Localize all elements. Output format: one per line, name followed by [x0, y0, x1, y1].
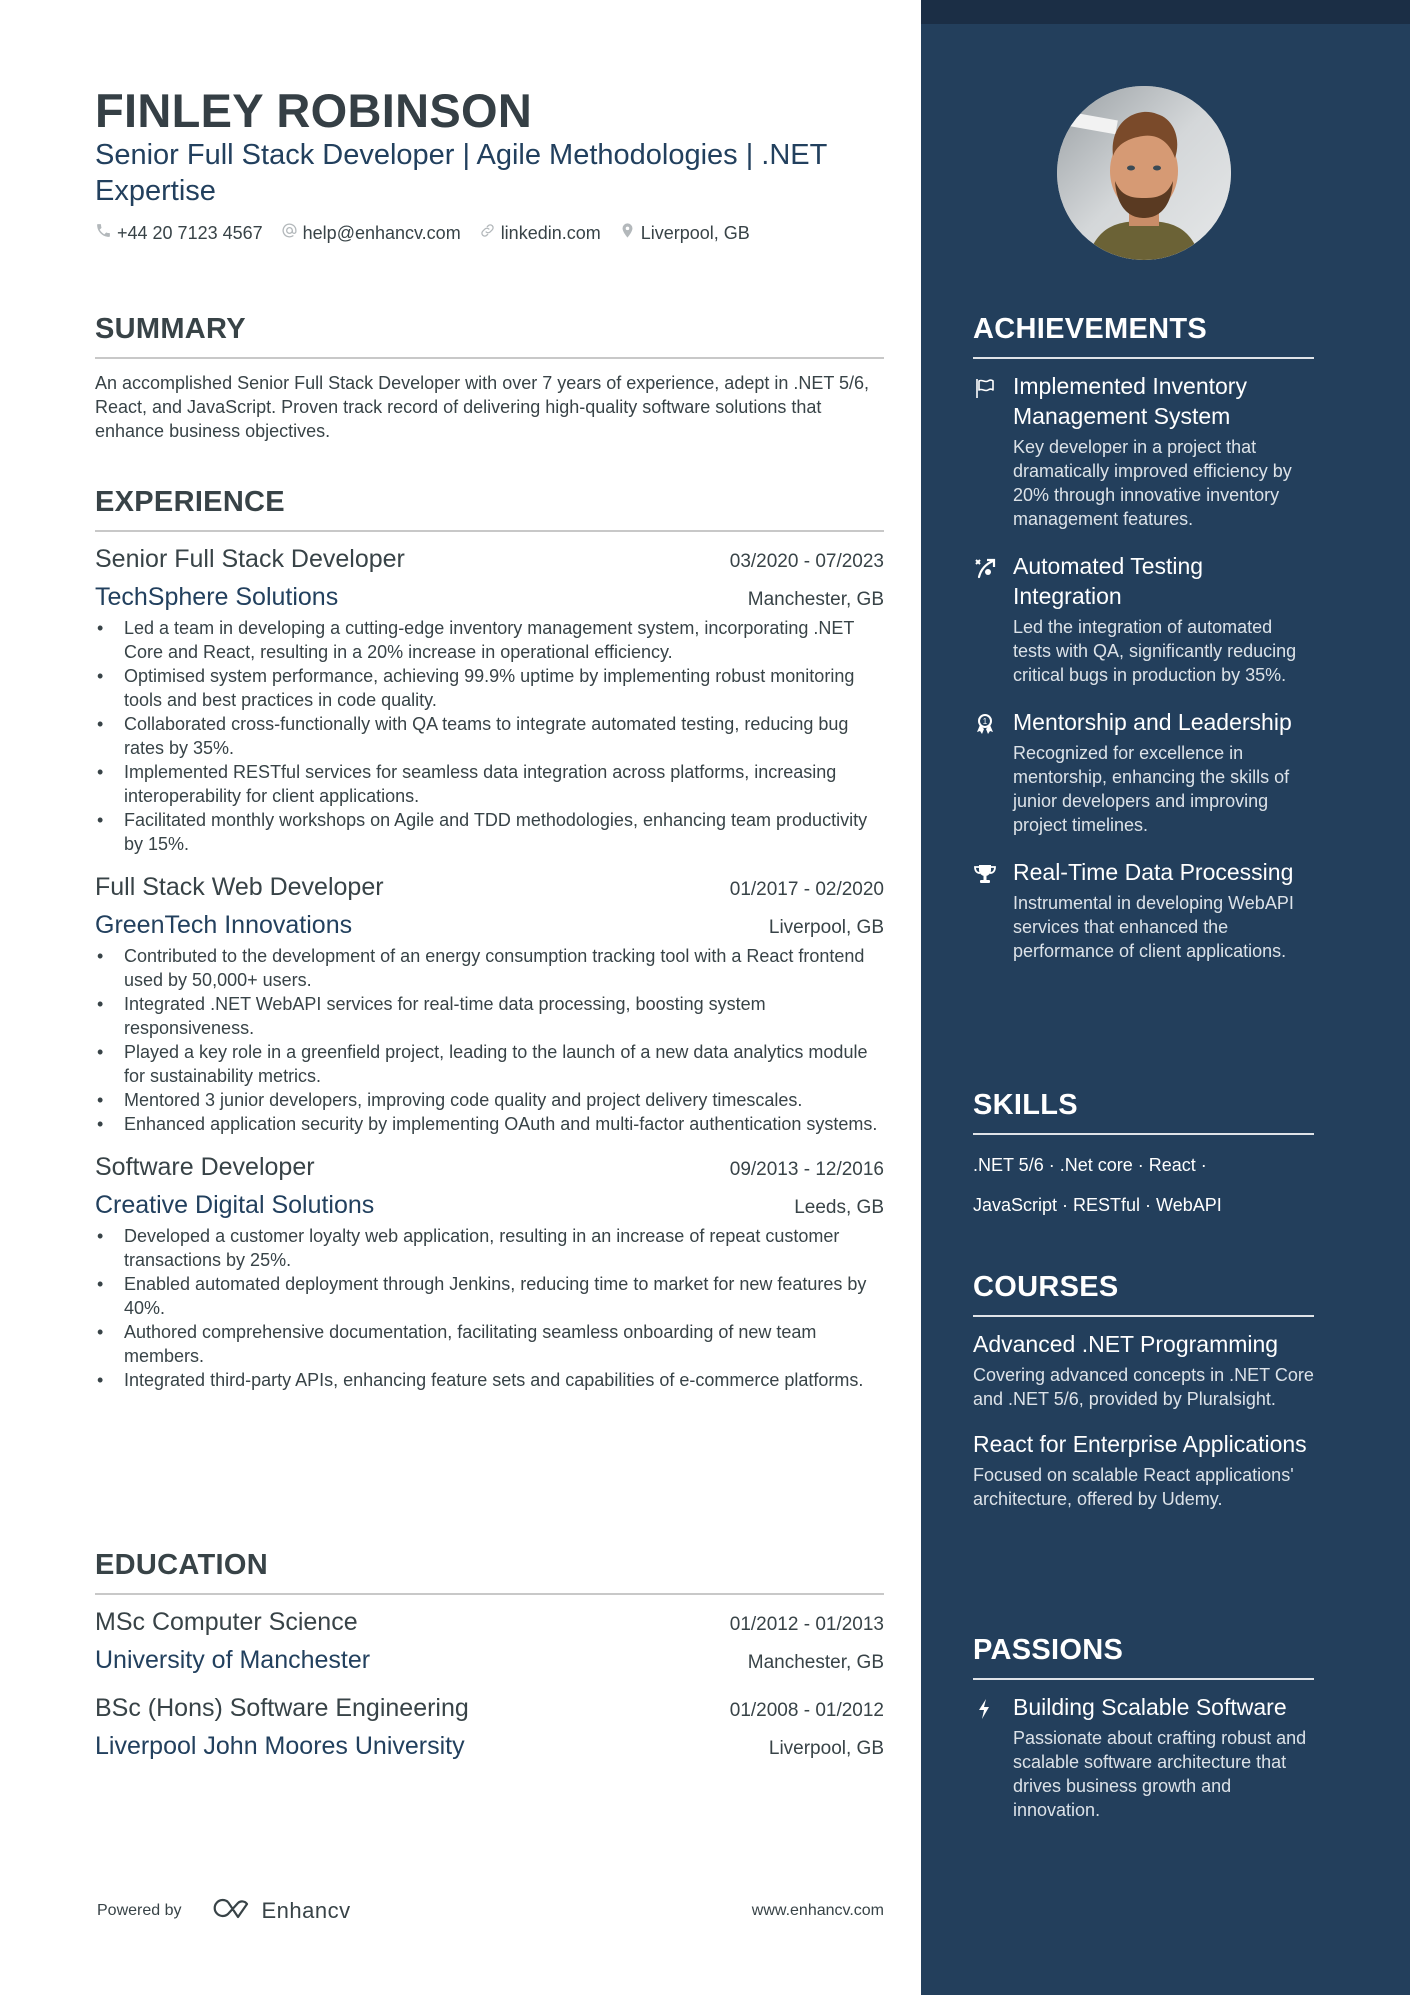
passion-desc: Passionate about crafting robust and scalable software architecture that drives business growth and innovation. [1013, 1728, 1307, 1820]
section-divider [973, 1678, 1314, 1680]
job-bullet: • Enhanced application security by implementing OAuth and multi-factor authentication systems. [95, 1112, 884, 1136]
skills-line: .NET 5/6 · .Net core · React · [973, 1155, 1207, 1175]
section-divider [973, 1315, 1314, 1317]
achievement-desc: Key developer in a project that dramatically improved efficiency by 20% through innovative inventory management features. [1013, 437, 1292, 529]
course-item [973, 1429, 1314, 1511]
contact-bar [95, 222, 750, 244]
achievements-section [973, 311, 1314, 963]
job-bullet: • Facilitated monthly workshops on Agile and TDD methodologies, enhancing team productivity by 15%. [95, 808, 884, 856]
job-title: Software Developer [95, 1153, 315, 1181]
job-bullet: • Integrated .NET WebAPI services for real-time data processing, boosting system responsiveness. [95, 992, 884, 1040]
job-entry [95, 542, 884, 856]
trophy-icon [973, 873, 997, 890]
at-icon [281, 222, 298, 244]
lightning-icon [973, 1708, 997, 1725]
job-bullet: • Integrated third-party APIs, enhancing feature sets and capabilities of e-commerce platforms. [95, 1368, 884, 1392]
job-entry [95, 1150, 884, 1392]
job-location: Manchester, GB [747, 589, 884, 610]
award-medal-icon [973, 717, 997, 740]
job-bullet: • Authored comprehensive documentation, facilitating seamless onboarding of new team members. [95, 1320, 884, 1368]
education-dates: 01/2008 - 01/2012 [729, 1700, 884, 1721]
enhancv-brand: Enhancv [261, 1898, 351, 1923]
job-bullet: • Developed a customer loyalty web application, resulting in an increase of repeat customer transactions by 25%. [95, 1224, 884, 1272]
summary-section [95, 311, 884, 443]
sidebar [921, 0, 1410, 1995]
profile-photo [1057, 86, 1231, 260]
contact-phone[interactable] [95, 222, 263, 244]
candidate-headline: Senior Full Stack Developer | Agile Methodologies | .NET Expertise [95, 139, 827, 207]
job-bullet: • Mentored 3 junior developers, improving code quality and project delivery timescales. [95, 1088, 884, 1112]
section-divider [973, 1133, 1314, 1135]
skills-section [973, 1087, 1314, 1225]
job-bullet: • Implemented RESTful services for seamless data integration across platforms, increasing interoperability for client applications. [95, 760, 884, 808]
section-divider [973, 357, 1314, 359]
achievement-item [973, 371, 1314, 531]
contact-location [619, 222, 750, 244]
contact-phone-text: +44 20 7123 4567 [117, 222, 263, 243]
job-bullets [95, 944, 884, 1136]
job-company: TechSphere Solutions [95, 583, 339, 611]
school: University of Manchester [95, 1646, 371, 1674]
job-bullet: • Collaborated cross-functionally with QA teams to integrate automated testing, reducing bug rates by 35%. [95, 712, 884, 760]
job-bullets [95, 616, 884, 856]
svg-text:1: 1 [982, 717, 988, 726]
job-title: Senior Full Stack Developer [95, 545, 405, 573]
contact-linkedin-text: linkedin.com [500, 222, 601, 243]
course-desc: Focused on scalable React applications' architecture, offered by Udemy. [973, 1465, 1294, 1509]
achievement-desc: Instrumental in developing WebAPI services that enhanced the performance of client applications. [1013, 893, 1294, 961]
link-icon [479, 222, 496, 244]
enhancv-logo-icon [208, 1895, 254, 1927]
achievement-title: Automated Testing Integration [1013, 553, 1204, 609]
education-location: Manchester, GB [747, 1652, 884, 1673]
flag-icon [973, 387, 997, 404]
summary-text: An accomplished Senior Full Stack Developer with over 7 years of experience, adept in .NET 5/6, React, and JavaScript. Proven track record of delivering high-quality software solutions that enhance business objectives. [95, 373, 870, 441]
experience-title: EXPERIENCE [95, 486, 285, 518]
education-dates: 01/2012 - 01/2013 [729, 1614, 884, 1635]
contact-email[interactable] [281, 222, 461, 244]
job-location: Leeds, GB [794, 1197, 884, 1218]
skills-line: JavaScript · RESTful · WebAPI [973, 1195, 1222, 1215]
job-company: Creative Digital Solutions [95, 1191, 375, 1219]
achievements-title: ACHIEVEMENTS [973, 313, 1208, 345]
course-item [973, 1329, 1314, 1411]
enhancv-logo[interactable] [208, 1895, 351, 1927]
degree: BSc (Hons) Software Engineering [95, 1694, 469, 1722]
section-divider [95, 530, 884, 532]
achievement-title: Real-Time Data Processing [1013, 859, 1294, 885]
course-desc: Covering advanced concepts in .NET Core and .NET 5/6, provided by Pluralsight. [973, 1365, 1314, 1409]
achievement-item [973, 707, 1314, 837]
candidate-name: FINLEY ROBINSON [95, 84, 533, 137]
sidebar-top-strip [921, 0, 1410, 24]
achievement-item [973, 551, 1314, 687]
section-divider [95, 1593, 884, 1595]
job-dates: 03/2020 - 07/2023 [729, 551, 884, 572]
job-bullet: • Led a team in developing a cutting-edge inventory management system, incorporating .NET Core and React, resulting in a 20% increase in operational efficiency. [95, 616, 884, 664]
job-bullet: • Enabled automated deployment through Jenkins, reducing time to market for new features by 40%. [95, 1272, 884, 1320]
footer-url[interactable]: www.enhancv.com [751, 1902, 884, 1919]
contact-location-text: Liverpool, GB [640, 222, 750, 243]
achievement-desc: Recognized for excellence in mentorship, enhancing the skills of junior developers and improving project timelines. [1013, 743, 1290, 835]
degree: MSc Computer Science [95, 1608, 358, 1636]
skills-title: SKILLS [973, 1089, 1078, 1121]
phone-icon [95, 222, 112, 244]
education-entry [95, 1605, 884, 1677]
experience-section [95, 484, 884, 1392]
location-pin-icon [619, 222, 636, 244]
job-bullets [95, 1224, 884, 1392]
education-section [95, 1547, 884, 1763]
education-location: Liverpool, GB [768, 1738, 884, 1759]
courses-section [973, 1269, 1314, 1511]
job-title: Full Stack Web Developer [95, 873, 384, 901]
strategy-arrow-icon [973, 567, 997, 584]
courses-title: COURSES [973, 1271, 1119, 1303]
education-entry [95, 1691, 884, 1763]
contact-email-text: help@enhancv.com [302, 222, 461, 243]
job-company: GreenTech Innovations [95, 911, 353, 939]
job-dates: 01/2017 - 02/2020 [729, 879, 884, 900]
achievement-title: Mentorship and Leadership [1013, 709, 1292, 735]
achievement-item [973, 857, 1314, 963]
passions-title: PASSIONS [973, 1634, 1124, 1666]
achievement-title: Implemented Inventory Management System [1013, 373, 1247, 429]
job-bullet: • Contributed to the development of an energy consumption tracking tool with a React frontend used by 50,000+ users. [95, 944, 884, 992]
contact-linkedin[interactable] [479, 222, 601, 244]
course-title: React for Enterprise Applications [973, 1431, 1307, 1457]
powered-by-label: Powered by [97, 1902, 182, 1919]
job-location: Liverpool, GB [768, 917, 884, 938]
achievement-desc: Led the integration of automated tests with QA, significantly reducing critical bugs in production by 35%. [1013, 617, 1297, 685]
job-bullet: • Played a key role in a greenfield project, leading to the launch of a new data analytics module for sustainability metrics. [95, 1040, 884, 1088]
job-entry [95, 870, 884, 1136]
course-title: Advanced .NET Programming [973, 1331, 1279, 1357]
job-dates: 09/2013 - 12/2016 [729, 1159, 884, 1180]
passions-section [973, 1632, 1314, 1822]
footer [97, 1895, 884, 1927]
summary-title: SUMMARY [95, 313, 246, 345]
section-divider [95, 357, 884, 359]
passion-item [973, 1692, 1314, 1822]
education-title: EDUCATION [95, 1549, 268, 1581]
school: Liverpool John Moores University [95, 1732, 465, 1760]
passion-title: Building Scalable Software [1013, 1694, 1287, 1720]
job-bullet: • Optimised system performance, achieving 99.9% uptime by implementing robust monitoring tools and best practices in code quality. [95, 664, 884, 712]
